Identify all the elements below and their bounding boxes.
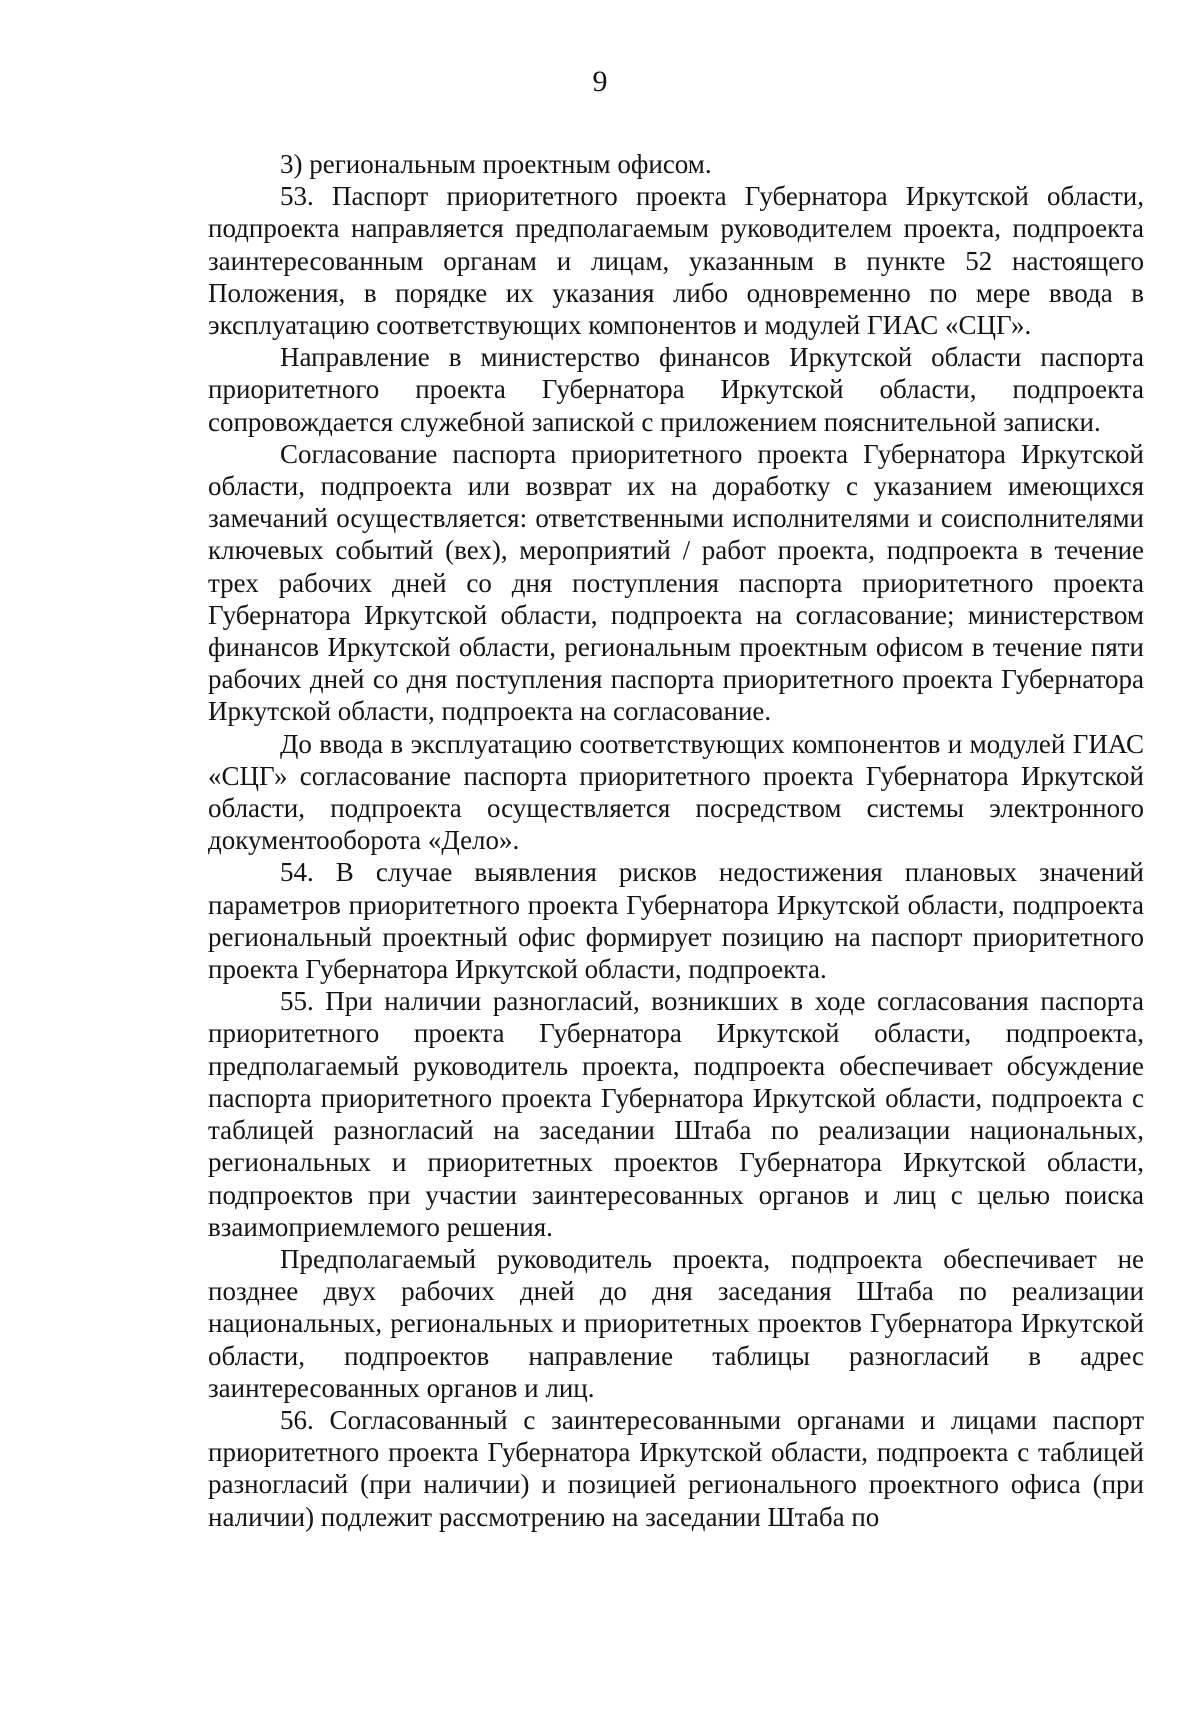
page-number: 9 bbox=[592, 65, 608, 98]
paragraph-56: 56. Согласованный с заинтересованными органами и лицами паспорт приоритетного проекта Губернатора Иркутской области, подпроекта с таблицей разногласий (при наличии) и позицией регионального проектного офиса (при наличии) подлежит рассмотрению на заседании Штаба по bbox=[208, 1404, 1144, 1532]
document-body bbox=[208, 148, 1144, 1533]
paragraph-53: 53. Паспорт приоритетного проекта Губернатора Иркутской области, подпроекта направляется предполагаемым руководителем проекта, подпроекта заинтересованным органам и лицам, указанным в пункте 52 настоящего Положения, в порядке их указания либо одновременно по мере ввода в эксплуатацию соответствующих компонентов и модулей ГИАС «СЦГ». bbox=[208, 181, 1144, 341]
paragraph-disagreement-table: Предполагаемый руководитель проекта, подпроекта обеспечивает не позднее двух рабочих дней до дня заседания Штаба по реализации национальных, региональных и приоритетных проектов Губернатора Иркутской области, подпроектов направление таблицы разногласий в адрес заинтересованных органов и лиц. bbox=[208, 1243, 1144, 1403]
paragraph-approval-procedure: Согласование паспорта приоритетного проекта Губернатора Иркутской области, подпроекта или возврат их на доработку с указанием имеющихся замечаний осуществляется: ответственными исполнителями и соисполнителями ключевых событий (вех), мероприятий / работ проекта, подпроекта в течение трех рабочих дней со дня поступления паспорта приоритетного проекта Губернатора Иркутской области, подпроекта на согласование; министерством финансов Иркутской области, региональным проектным офисом в течение пяти рабочих дней со дня поступления паспорта приоритетного проекта Губернатора Иркутской области, подпроекта на согласование. bbox=[208, 438, 1144, 727]
paragraph-item-3: 3) региональным проектным офисом. bbox=[280, 149, 712, 179]
paragraph-finance-ministry: Направление в министерство финансов Иркутской области паспорта приоритетного проекта Губернатора Иркутской области, подпроекта сопровождается служебной запиской с приложением пояснительной записки. bbox=[208, 342, 1144, 437]
paragraph-54: 54. В случае выявления рисков недостижения плановых значений параметров приоритетного проекта Губернатора Иркутской области, подпроекта региональный проектный офис формирует позицию на паспорт приоритетного проекта Губернатора Иркутской области, подпроекта. bbox=[208, 857, 1144, 985]
paragraph-55: 55. При наличии разногласий, возникших в ходе согласования паспорта приоритетного проекта Губернатора Иркутской области, подпроекта, предполагаемый руководитель проекта, подпроекта обеспечивает обсуждение паспорта приоритетного проекта Губернатора Иркутской области, подпроекта с таблицей разногласий на заседании Штаба по реализации национальных, региональных и приоритетных проектов Губернатора Иркутской области, подпроектов при участии заинтересованных органов и лиц с целью поиска взаимоприемлемого решения. bbox=[208, 986, 1144, 1242]
paragraph-delo-system: До ввода в эксплуатацию соответствующих компонентов и модулей ГИАС «СЦГ» согласование паспорта приоритетного проекта Губернатора Иркутской области, подпроекта осуществляется посредством системы электронного документооборота «Дело». bbox=[208, 728, 1144, 856]
